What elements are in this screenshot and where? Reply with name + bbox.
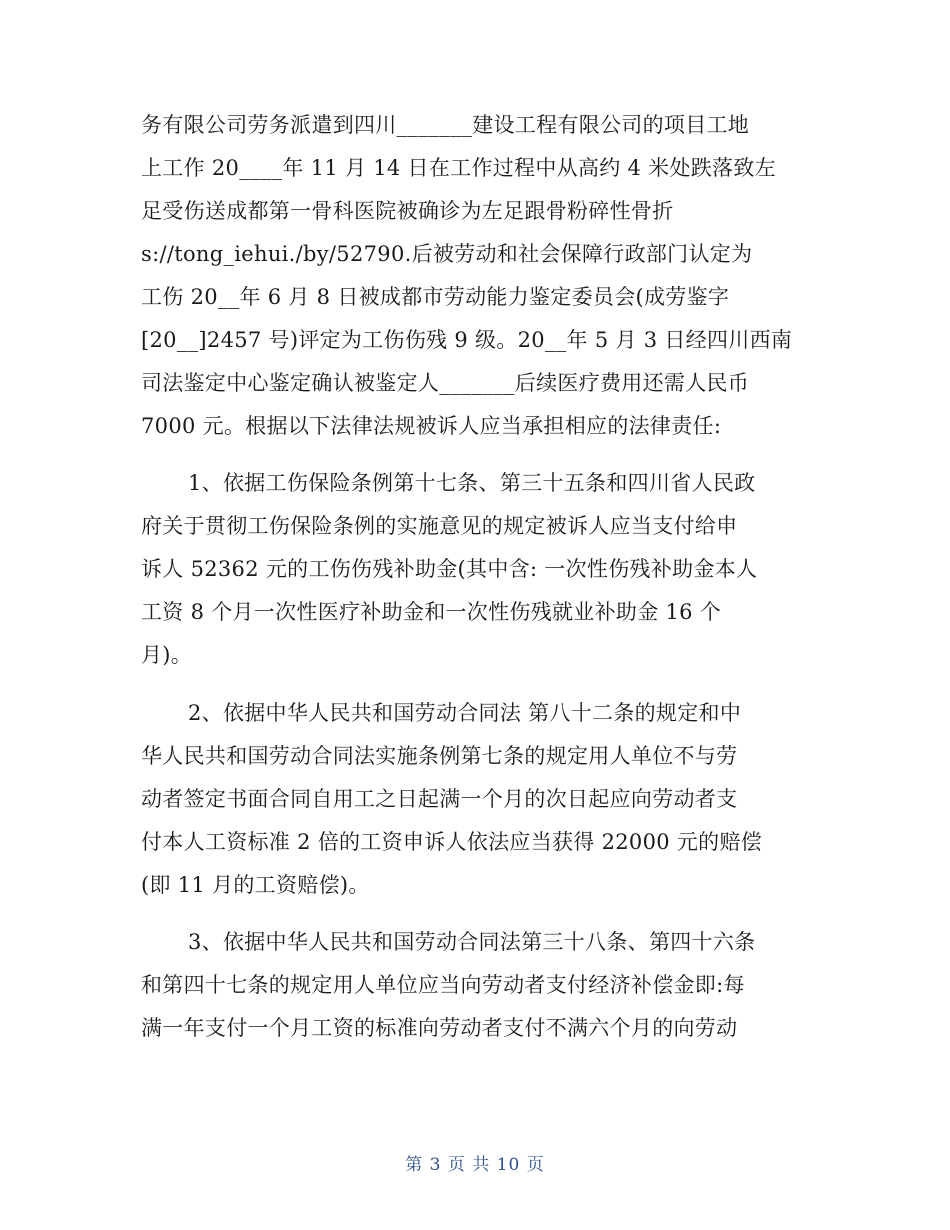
body-line-5: 工伤 20__年 6 月 8 日被成都市劳动能力鉴定委员会(成劳鉴字 <box>141 285 730 309</box>
body-line-3: 足受伤送成都第一骨科医院被确诊为左足跟骨粉碎性骨折 <box>141 199 674 223</box>
clause-1-line-5: 月)。 <box>141 643 193 667</box>
clause-1-line-3: 诉人 52362 元的工伤伤残补助金(其中含: 一次性伤残补助金本人 <box>141 557 758 581</box>
clause-3-line-1: 3、依据中华人民共和国劳动合同法第三十八条、第四十六条 <box>188 930 756 954</box>
clause-3-line-3: 满一年支付一个月工资的标准向劳动者支付不满六个月的向劳动 <box>141 1016 738 1040</box>
clause-1-line-2: 府关于贯彻工伤保险条例的实施意见的规定被诉人应当支付给申 <box>141 514 738 538</box>
clause-2-line-4: 付本人工资标准 2 倍的工资申诉人依法应当获得 22000 元的赔偿 <box>141 830 763 854</box>
clause-1-line-4: 工资 8 个月一次性医疗补助金和一次性伤残就业补助金 16 个 <box>141 600 722 624</box>
page-number-footer: 第 3 页 共 10 页 <box>405 1155 545 1175</box>
body-line-2: 上工作 20____年 11 月 14 日在工作过程中从高约 4 米处跌落致左 <box>141 156 776 180</box>
clause-2-line-2: 华人民共和国劳动合同法实施条例第七条的规定用人单位不与劳 <box>141 744 738 768</box>
clause-1-line-1: 1、依据工伤保险条例第十七条、第三十五条和四川省人民政 <box>188 471 756 495</box>
body-line-1: 务有限公司劳务派遣到四川_______建设工程有限公司的项目工地 <box>141 113 750 137</box>
clause-2-line-5: (即 11 月的工资赔偿)。 <box>141 873 370 897</box>
clause-2-line-3: 动者签定书面合同自用工之日起满一个月的次日起应向劳动者支 <box>141 787 738 811</box>
body-line-4: s://tong_iehui./by/52790.后被劳动和社会保障行政部门认定为 <box>141 242 753 266</box>
clause-3-line-2: 和第四十七条的规定用人单位应当向劳动者支付经济补偿金即:每 <box>141 973 745 997</box>
body-line-8: 7000 元。根据以下法律法规被诉人应当承担相应的法律责任: <box>141 414 722 438</box>
body-line-7: 司法鉴定中心鉴定确认被鉴定人_______后续医疗费用还需人民币 <box>141 371 750 395</box>
clause-2-line-1: 2、依据中华人民共和国劳动合同法 第八十二条的规定和中 <box>188 701 742 725</box>
body-line-6: [20__]2457 号)评定为工伤伤残 9 级。20__年 5 月 3 日经四川西南 <box>141 328 793 352</box>
